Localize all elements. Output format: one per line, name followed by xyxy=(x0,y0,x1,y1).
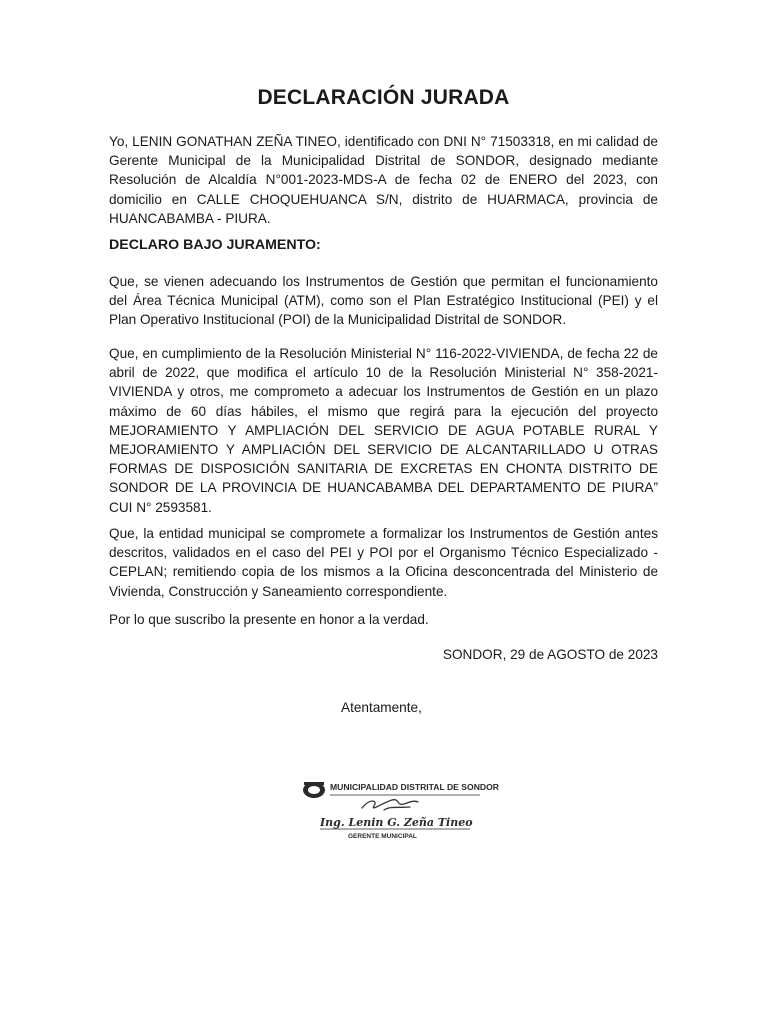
document-title: DECLARACIÓN JURADA xyxy=(257,86,510,109)
stamp-name: Ing. Lenin G. Zeña Tineo xyxy=(320,816,473,829)
paragraph-commitment: Que, en cumplimiento de la Resolución Ministerial N° 116-2022-VIVIENDA, de fecha 22 de abril de 2022, que modifica el artículo 10 de la Resolución Ministerial N° 358-2021-VIVIENDA y otros, me comprometo a adecuar los Instrumentos de Gestión en un plazo máximo de 60 días hábiles, el mismo que regirá para la ejecución del proyecto MEJORAMIENTO Y AMPLIACIÓN DEL SERVICIO DE AGUA POTABLE RURAL Y MEJORAMIENTO Y AMPLIACIÓN DEL SERVICIO DE ALCANTARILLADO U OTRAS FORMAS DE DISPOSICIÓN SANITARIA DE EXCRETAS EN CHONTA DISTRITO DE SONDOR DE LA PROVINCIA DE HUANCABAMBA DEL DEPARTAMENTO DE PIURA” CUI N° 2593581. xyxy=(109,346,658,515)
stamp-role: GERENTE MUNICIPAL xyxy=(348,833,417,840)
signature-icon xyxy=(362,800,418,810)
paragraph-formalize: Que, la entidad municipal se compromete a formalizar los Instrumentos de Gestión antes descritos, validados en el caso del PEI y POI por el Organismo Técnico Especializado - CEPLAN; remitiendo copia de los mismos a la Oficina desconcentrada del Ministerio de Vivienda, Construcción y Saneamiento correspondiente. xyxy=(109,526,658,599)
signature-stamp xyxy=(300,770,500,850)
stamp-institution: MUNICIPALIDAD DISTRITAL DE SONDOR xyxy=(330,782,500,792)
paragraph-truth: Por lo que suscribo la presente en honor a la verdad. xyxy=(109,612,429,627)
paragraph-atm: Que, se vienen adecuando los Instrumentos de Gestión que permitan el funcionamiento del Área Técnica Municipal (ATM), como son el Plan Estratégico Institucional (PEI) y el Plan Operativo Institucional (POI) de la Municipalidad Distrital de SONDOR. xyxy=(109,274,658,328)
closing-line: Atentamente, xyxy=(341,700,422,715)
intro-paragraph: Yo, LENIN GONATHAN ZEÑA TINEO, identificado con DNI N° 71503318, en mi calidad de Gerente Municipal de la Municipalidad Distrital de SONDOR, designado mediante Resolución de Alcaldía N°001-2023-MDS-A de fecha 02 de ENERO del 2023, con domicilio en CALLE CHOQUEHUANCA S/N, distrito de HUARMACA, provincia de HUANCABAMBA - PIURA. xyxy=(109,134,658,226)
declaration-heading: DECLARO BAJO JURAMENTO: xyxy=(109,237,321,253)
seal-icon xyxy=(303,782,325,798)
date-line: SONDOR, 29 de AGOSTO de 2023 xyxy=(442,647,658,662)
